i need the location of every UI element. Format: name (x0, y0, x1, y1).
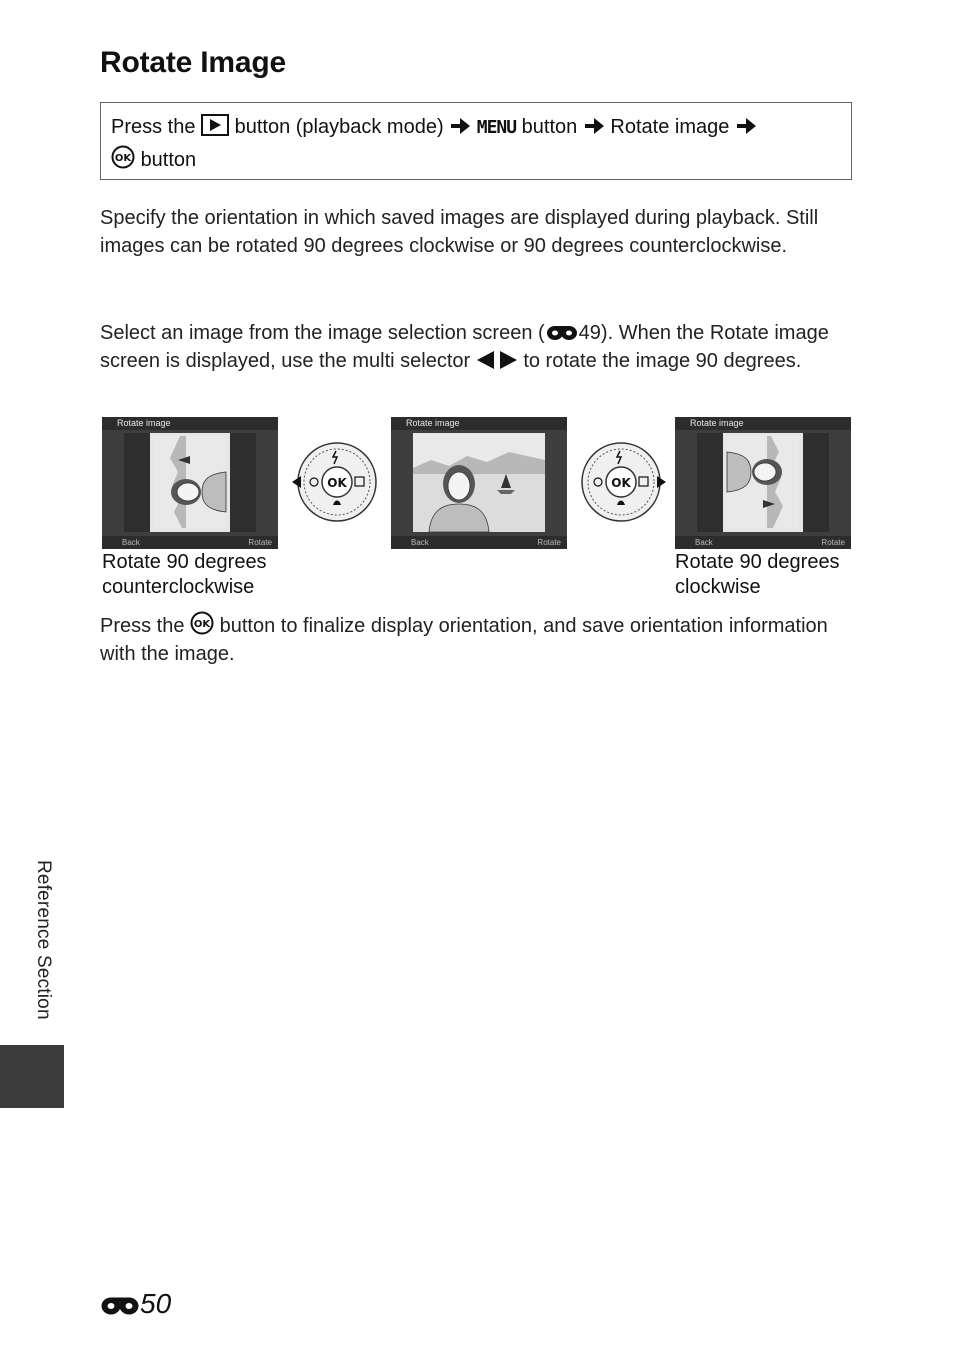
dial-ok-text: OK (611, 476, 631, 490)
screen-footer (102, 536, 278, 549)
arrow-right-icon (735, 116, 757, 136)
section-sidebar-label: Reference Section (33, 860, 54, 1020)
screen-rotated-clockwise (675, 417, 851, 549)
back-label: Back (122, 538, 140, 547)
screen-footer (675, 536, 851, 549)
nav-text-playback: button (playback mode) (234, 116, 444, 138)
nav-text-rotate-image: Rotate image (610, 116, 730, 138)
screen-rotated-counterclockwise (102, 417, 278, 549)
multi-selector-arrows-icon (476, 350, 518, 370)
screen-title: Rotate image (675, 417, 851, 430)
caption-line: Rotate 90 degrees (675, 551, 840, 573)
menu-icon: MENU (476, 117, 517, 138)
paragraph-finalize (100, 611, 860, 668)
reference-icon (545, 323, 579, 341)
ok-button-icon (111, 145, 135, 169)
paragraph-instructions (100, 319, 860, 375)
back-label: Back (695, 538, 713, 547)
caption-counterclockwise (102, 550, 267, 600)
paragraph-intro: Specify the orientation in which saved images are displayed during playback. Still images can be rotated 90 degrees clockwise or 90 degrees counterclockwise. (100, 207, 819, 257)
instructions-text-2: ). When the Rotate image screen is displayed, use the multi selector (100, 322, 829, 372)
portrait-photo-original (391, 430, 567, 536)
rotate-label: Rotate (821, 538, 845, 547)
section-tab-marker (0, 1045, 64, 1108)
ok-button-icon (190, 611, 214, 635)
caption-line: Rotate 90 degrees (102, 551, 267, 573)
screen-original-orientation (391, 417, 567, 549)
rotate-label: Rotate (537, 538, 561, 547)
instructions-text-3: to rotate the image 90 degrees. (523, 350, 802, 372)
navigation-path-box (100, 102, 852, 180)
arrow-right-icon (583, 116, 605, 136)
nav-text-press: Press the (111, 116, 196, 138)
portrait-photo-rotated-cw (675, 430, 851, 536)
page-number (100, 1288, 171, 1320)
instructions-text-1: Select an image from the image selection screen ( (100, 322, 545, 344)
portrait-photo-rotated-ccw (102, 430, 278, 536)
screen-title: Rotate image (102, 417, 278, 430)
reference-page: 49 (578, 322, 601, 344)
play-button-icon (201, 114, 229, 136)
ok-icon-text: OK (193, 619, 211, 630)
multi-selector-dial-icon (290, 437, 382, 527)
back-label: Back (411, 538, 429, 547)
caption-line: clockwise (675, 576, 761, 598)
nav-text-button: button (521, 116, 578, 138)
screen-title: Rotate image (391, 417, 567, 430)
page-title: Rotate Image (100, 46, 286, 79)
finalize-text-2: button to finalize display orientation, and save orientation information with the image. (100, 615, 828, 665)
screen-footer (391, 536, 567, 549)
page-number-value: 50 (140, 1288, 172, 1319)
reference-icon (100, 1294, 140, 1316)
dial-ok-text: OK (327, 476, 347, 490)
caption-line: counterclockwise (102, 576, 255, 598)
rotate-label: Rotate (248, 538, 272, 547)
caption-clockwise (675, 550, 840, 600)
nav-text-final-button: button (140, 149, 197, 171)
finalize-text-1: Press the (100, 615, 185, 637)
ok-icon-text: OK (114, 153, 132, 164)
multi-selector-dial-icon (576, 437, 668, 527)
arrow-right-icon (449, 116, 471, 136)
